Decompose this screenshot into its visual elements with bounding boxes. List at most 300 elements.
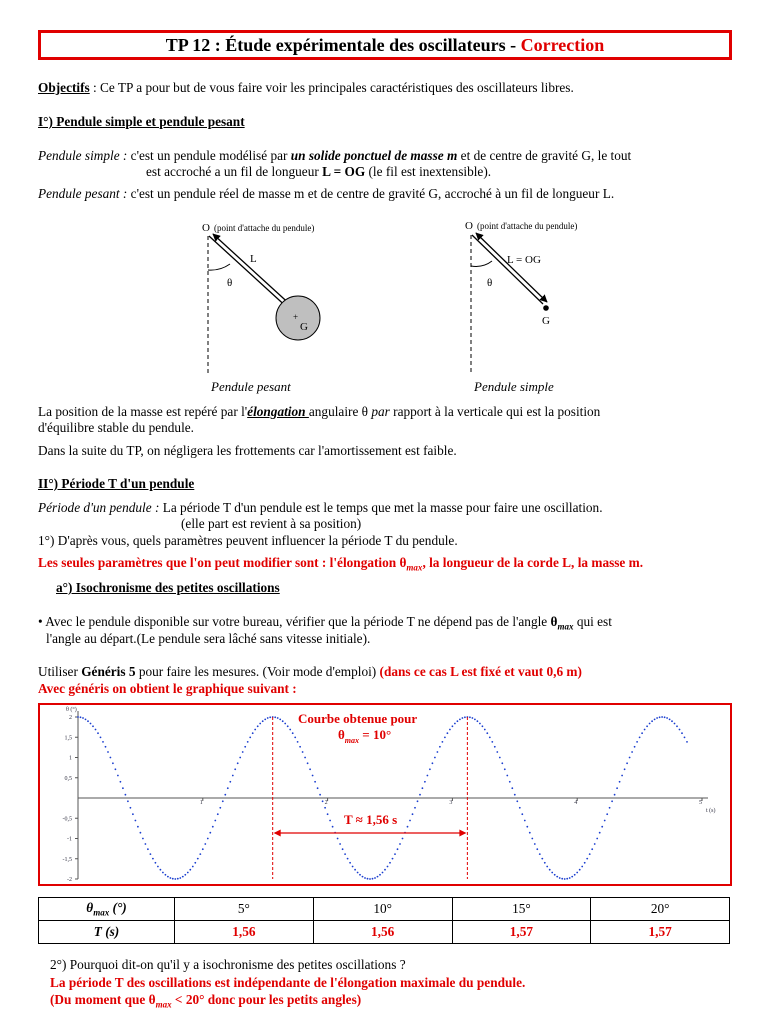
chart-point (482, 725, 484, 727)
chart-point (224, 794, 226, 796)
chart-point (671, 720, 673, 722)
chart-subtitle-theta: θ (338, 727, 345, 742)
chart-point (621, 775, 623, 777)
oscillation-chart (38, 703, 732, 886)
chart-point (314, 781, 316, 783)
fig2-point-mass (543, 305, 549, 311)
chart-point (244, 746, 246, 748)
chart-point (324, 807, 326, 809)
simple-text-d: est accroché a un fil de longueur (146, 164, 323, 179)
chart-point (409, 820, 411, 822)
fig2-attach-label: (point d'attache du pendule) (477, 221, 578, 231)
chart-point (217, 813, 219, 815)
chart-y-tick-label: 1,5 (64, 735, 72, 742)
chart-point (479, 723, 481, 725)
chart-y-tick-label: 1 (69, 755, 72, 762)
chart-point (684, 737, 686, 739)
chart-point (194, 862, 196, 864)
chart-point (307, 762, 309, 764)
period-text: La période T d'un pendule est le temps que met la masse pour faire une oscillation. (159, 500, 603, 515)
chart-point (549, 869, 551, 871)
chart-point (526, 826, 528, 828)
fig1-string-b (213, 234, 294, 308)
simple-text-f: (le fil est inextensible). (365, 164, 492, 179)
chart-point (616, 787, 618, 789)
table-cell: 1,57 (452, 921, 591, 944)
chart-point (509, 781, 511, 783)
fig2-g-label: G (542, 315, 550, 327)
chart-point (110, 757, 112, 759)
chart-point (454, 723, 456, 725)
chart-point (259, 723, 261, 725)
bullet-line2: l'angle au départ.(Le pendule sera lâché sans vitesse initiale). (46, 631, 371, 646)
chart-point (679, 729, 681, 731)
chart-point (269, 716, 271, 718)
answer-2-line2 (50, 992, 361, 1010)
chart-point (439, 746, 441, 748)
chart-ylabel: θ (°) (66, 707, 77, 713)
chart-x-tick-label: 1 (199, 800, 203, 806)
chart-point (299, 746, 301, 748)
objectifs-text: : Ce TP a pour but de vous faire voir les principales caractéristiques des oscillateurs libres. (89, 80, 574, 95)
chart-point (534, 843, 536, 845)
chart-point (147, 848, 149, 850)
chart-point (402, 838, 404, 840)
chart-point (227, 787, 229, 789)
chart-point (634, 746, 636, 748)
table-header-row (39, 898, 730, 921)
chart-point (609, 807, 611, 809)
chart-point (284, 723, 286, 725)
chart-point (661, 716, 663, 718)
answer-2-line1: La période T des oscillations est indépendante de l'élongation maximale du pendule. (50, 975, 526, 990)
chart-point (287, 725, 289, 727)
chart-point (604, 820, 606, 822)
chart-point (165, 874, 167, 876)
chart-point (155, 862, 157, 864)
chart-point (457, 720, 459, 722)
chart-point (279, 719, 281, 721)
chart-point (189, 869, 191, 871)
chart-subtitle-sub: max (344, 736, 360, 745)
chart-point (521, 813, 523, 815)
chart-point (499, 757, 501, 759)
chart-point (80, 716, 82, 718)
bullet-a: • Avec le pendule disponible sur votre bureau, vérifier que la période T ne dépend pas de l'angle (38, 614, 551, 629)
para1-line1 (38, 404, 600, 420)
chart-point (392, 858, 394, 860)
chart-point (344, 853, 346, 855)
chart-point (394, 853, 396, 855)
simple-text-c: et de centre de gravité G, le tout (457, 148, 632, 163)
chart-point (254, 729, 256, 731)
table-header-unit: (°) (109, 900, 127, 916)
chart-point (102, 741, 104, 743)
chart-point (601, 826, 603, 828)
chart-point (387, 866, 389, 868)
chart-point (669, 719, 671, 721)
chart-point (329, 820, 331, 822)
chart-point (145, 843, 147, 845)
chart-point (536, 848, 538, 850)
chart-point (302, 751, 304, 753)
chart-point (234, 768, 236, 770)
bullet-b: qui est (573, 614, 612, 629)
chart-point (399, 843, 401, 845)
chart-point (262, 720, 264, 722)
chart-point (247, 741, 249, 743)
fig2-string-b (476, 233, 547, 302)
chart-point (554, 874, 556, 876)
section1-heading: I°) Pendule simple et pendule pesant (38, 114, 245, 129)
fig1-l-label: L (250, 253, 257, 265)
chart-point (117, 775, 119, 777)
fig1-attach-label: (point d'attache du pendule) (214, 223, 315, 233)
table-cell: 1,56 (313, 921, 452, 944)
chart-point (556, 876, 558, 878)
chart-point (407, 826, 409, 828)
chart-point (192, 866, 194, 868)
table-header-cell: 15° (452, 898, 591, 921)
chart-point (327, 813, 329, 815)
chart-point (504, 768, 506, 770)
chart-point (464, 716, 466, 718)
chart-point (447, 732, 449, 734)
chart-point (569, 877, 571, 879)
para1-b: élongation (247, 404, 309, 419)
util-c: pour faire les mesures. (Voir mode d'emploi) (135, 664, 380, 679)
chart-point (264, 719, 266, 721)
chart-point (249, 737, 251, 739)
chart-point (177, 878, 179, 880)
chart-point (489, 737, 491, 739)
chart-y-tick-label: 2 (69, 715, 72, 721)
chart-x-tick-label: 3 (449, 800, 453, 806)
chart-point (209, 832, 211, 834)
chart-point (659, 716, 661, 718)
chart-point (292, 732, 294, 734)
chart-point (516, 800, 518, 802)
table-header-cell: 10° (313, 898, 452, 921)
chart-point (352, 866, 354, 868)
chart-point (187, 872, 189, 874)
chart-point (229, 781, 231, 783)
chart-point (312, 775, 314, 777)
chart-point (152, 858, 154, 860)
fig2-angle-arc (471, 261, 492, 266)
correction-label: Correction (520, 35, 605, 55)
chart-point (374, 877, 376, 879)
chart-point (367, 878, 369, 880)
chart-point (619, 781, 621, 783)
chart-point (462, 717, 464, 719)
page-title: TP 12 : Étude expérimentale des oscillateurs - (165, 35, 521, 55)
chart-point (140, 832, 142, 834)
chart-point (586, 858, 588, 860)
chart-point (105, 746, 107, 748)
chart-point (170, 877, 172, 879)
chart-point (90, 723, 92, 725)
chart-point (257, 725, 259, 727)
chart-point (544, 862, 546, 864)
chart-point (282, 720, 284, 722)
chart-point (242, 751, 244, 753)
fig2-caption: Pendule simple (474, 379, 554, 394)
chart-point (551, 872, 553, 874)
chart-point (427, 775, 429, 777)
chart-point (674, 723, 676, 725)
chart-point (566, 878, 568, 880)
chart-xlabel: t (s) (706, 808, 716, 814)
answer-2-b: < 20° donc pour les petits angles) (171, 992, 362, 1007)
chart-subtitle-rest: = 10° (359, 727, 392, 742)
pendule-simple-figure (465, 220, 577, 394)
chart-point (142, 838, 144, 840)
chart-point (639, 737, 641, 739)
table-cell: 1,56 (175, 921, 314, 944)
chart-point (342, 848, 344, 850)
chart-point (484, 729, 486, 731)
chart-point (654, 719, 656, 721)
chart-point (686, 741, 688, 743)
section2-heading: II°) Période T d'un pendule (38, 476, 195, 491)
chart-point (214, 820, 216, 822)
chart-point (442, 741, 444, 743)
chart-point (631, 751, 633, 753)
fig1-caption: Pendule pesant (211, 379, 291, 394)
chart-point (87, 720, 89, 722)
fig1-plus: + (293, 312, 299, 322)
chart-point (576, 872, 578, 874)
chart-point (589, 853, 591, 855)
chart-point (274, 716, 276, 718)
chart-point (97, 732, 99, 734)
chart-point (317, 787, 319, 789)
chart-point (641, 732, 643, 734)
pesant-text: c'est un pendule réel de masse m et de centre de gravité G, accroché à un fil de longueur L. (127, 186, 615, 201)
chart-point (232, 775, 234, 777)
chart-point (347, 858, 349, 860)
answer-2-theta: θ (148, 992, 156, 1007)
chart-point (614, 794, 616, 796)
chart-point (656, 717, 658, 719)
question-1: 1°) D'après vous, quels paramètres peuvent influencer la période T du pendule. (38, 533, 458, 548)
chart-point (676, 725, 678, 727)
chart-point (449, 729, 451, 731)
chart-point (349, 862, 351, 864)
answer-1-b: , la longueur de la corde L, la masse m. (422, 555, 644, 570)
chart-point (596, 838, 598, 840)
chart-x-tick-label: 5 (699, 800, 702, 806)
chart-point (100, 737, 102, 739)
subsection-a-heading: a°) Isochronisme des petites oscillations (56, 580, 280, 595)
fig2-string-a (472, 235, 543, 304)
chart-point (472, 717, 474, 719)
chart-point (397, 848, 399, 850)
chart-point (646, 725, 648, 727)
chart-point (574, 874, 576, 876)
fig1-string-a (209, 236, 290, 310)
chart-point (459, 719, 461, 721)
chart-point (506, 775, 508, 777)
pesant-def-line (38, 186, 614, 202)
chart-point (564, 878, 566, 880)
chart-point (239, 757, 241, 759)
chart-point (304, 757, 306, 759)
simple-text-e: L = OG (322, 164, 366, 179)
chart-point (434, 757, 436, 759)
simple-text-b: un solide ponctuel de masse m (290, 148, 458, 163)
chart-point (369, 878, 371, 880)
chart-point (626, 762, 628, 764)
chart-point (377, 876, 379, 878)
fig1-angle-arc (208, 264, 230, 270)
chart-point (202, 848, 204, 850)
chart-point (424, 781, 426, 783)
pendulum-figures (190, 214, 590, 399)
chart-point (204, 843, 206, 845)
title-box (38, 30, 732, 60)
chart-point (354, 869, 356, 871)
simple-label: Pendule simple : (38, 148, 128, 163)
chart-y-tick-label: -1,5 (62, 856, 72, 863)
table-header-cell: 20° (591, 898, 730, 921)
chart-point (184, 874, 186, 876)
chart-point (107, 751, 109, 753)
table-row-label: T (s) (39, 921, 175, 944)
answer-1-a: Les seules paramètres que l'on peut modifier sont : l'élongation θ (38, 555, 407, 570)
chart-point (579, 869, 581, 871)
chart-point (212, 826, 214, 828)
chart-point (92, 725, 94, 727)
chart-point (417, 800, 419, 802)
util-d: (dans ce cas L est fixé et vaut 0,6 m) (379, 664, 582, 679)
chart-point (546, 866, 548, 868)
chart-point (332, 826, 334, 828)
chart-point (297, 741, 299, 743)
pesant-label: Pendule pesant : (38, 186, 128, 201)
chart-point (496, 751, 498, 753)
util-a: Utiliser (38, 664, 82, 679)
chart-point (477, 720, 479, 722)
chart-y-tick-label: 0,5 (64, 775, 72, 782)
period-def-line2: (elle part est revient à sa position) (181, 516, 362, 531)
simple-def-line1 (38, 148, 631, 164)
chart-point (571, 876, 573, 878)
chart-point (419, 794, 421, 796)
fig1-theta: θ (227, 277, 233, 289)
chart-point (172, 878, 174, 880)
chart-point (494, 746, 496, 748)
para2: Dans la suite du TP, on négligera les frottements car l'amortissement est faible. (38, 443, 457, 458)
chart-point (127, 800, 129, 802)
chart-point (319, 794, 321, 796)
results-table (38, 897, 730, 944)
chart-point (584, 862, 586, 864)
chart-point (197, 858, 199, 860)
chart-point (199, 853, 201, 855)
chart-point (125, 794, 127, 796)
chart-point (277, 717, 279, 719)
simple-def-line2 (146, 164, 491, 180)
chart-point (681, 732, 683, 734)
bullet-theta: θ (550, 614, 558, 629)
answer-2-a: (Du moment que (50, 992, 149, 1007)
table-row (39, 921, 730, 944)
chart-point (606, 813, 608, 815)
para1-line2: d'équilibre stable du pendule. (38, 420, 195, 435)
chart-point (207, 838, 209, 840)
chart-y-tick-label: -0,5 (62, 816, 72, 823)
chart-point (179, 877, 181, 879)
chart-point (237, 762, 239, 764)
fig2-l-label: L = OG (507, 254, 541, 266)
chart-point (157, 866, 159, 868)
chart-point (95, 729, 97, 731)
chart-point (514, 794, 516, 796)
chart-point (559, 877, 561, 879)
chart-point (539, 853, 541, 855)
answer-1 (38, 555, 643, 573)
chart-point (132, 813, 134, 815)
chart-point (452, 725, 454, 727)
chart-x-tick-label: 4 (574, 800, 578, 806)
chart-point (519, 807, 521, 809)
chart-point (384, 869, 386, 871)
chart-point (289, 729, 291, 731)
chart-point (414, 807, 416, 809)
table-header-cell: 5° (175, 898, 314, 921)
answer-1-sub: max (406, 562, 423, 573)
para1-a: La position de la masse est repéré par l' (38, 404, 248, 419)
chart-point (379, 874, 381, 876)
chart-point (174, 878, 176, 880)
chart-point (629, 757, 631, 759)
chart-point (120, 781, 122, 783)
chart-point (581, 866, 583, 868)
chart-point (474, 719, 476, 721)
chart-point (561, 878, 563, 880)
chart-point (162, 872, 164, 874)
chart-point (422, 787, 424, 789)
chart-point (137, 826, 139, 828)
chart-point (524, 820, 526, 822)
chart-point (541, 858, 543, 860)
chart-point (294, 737, 296, 739)
chart-y-tick-label: -1 (67, 836, 72, 843)
chart-point (309, 768, 311, 770)
chart-point (267, 717, 269, 719)
bullet-sub: max (557, 621, 574, 632)
table-header-label (39, 898, 175, 921)
chart-point (591, 848, 593, 850)
chart-point (636, 741, 638, 743)
table-header-theta: θ (86, 900, 94, 916)
chart-point (364, 877, 366, 879)
chart-point (135, 820, 137, 822)
util-line (38, 664, 582, 680)
chart-point (122, 787, 124, 789)
chart-point (611, 800, 613, 802)
chart-point (649, 723, 651, 725)
chart-point (337, 838, 339, 840)
chart-point (511, 787, 513, 789)
chart-point (359, 874, 361, 876)
chart-point (529, 832, 531, 834)
objectifs-label: Objectifs (38, 80, 90, 95)
chart-point (437, 751, 439, 753)
chart-point (182, 876, 184, 878)
